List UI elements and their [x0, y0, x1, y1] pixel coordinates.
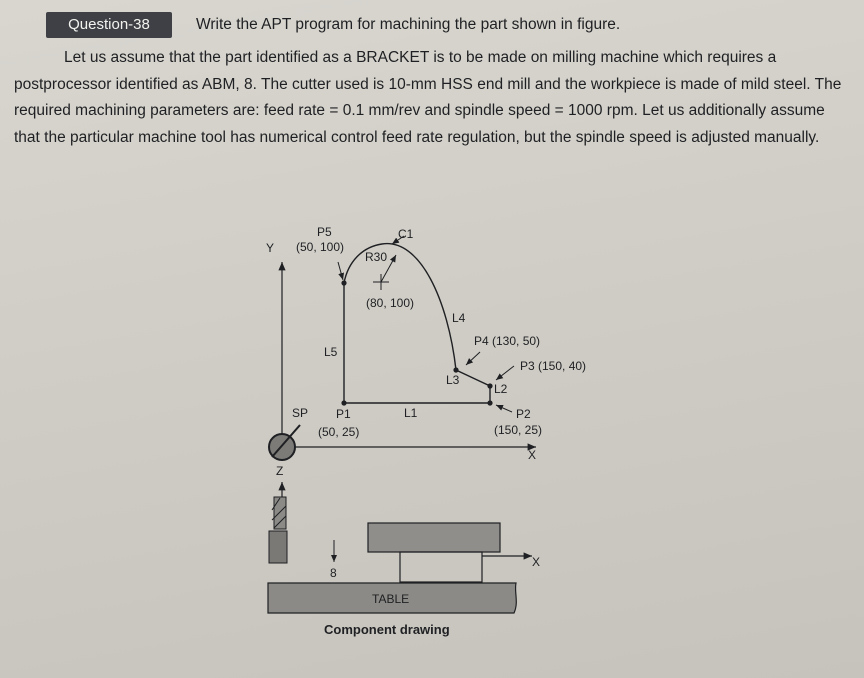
l1-label: L1: [404, 406, 418, 420]
x-axis-side-label: X: [532, 555, 541, 569]
c1-coord: (80, 100): [366, 296, 415, 310]
table-label: TABLE: [372, 592, 410, 606]
x-axis-label: X: [528, 448, 537, 462]
part-profile: [344, 244, 490, 403]
p2-leader: [496, 405, 512, 412]
paragraph-text: Let us assume that the part identified as a BRACKET is to be made on milling machine which requires a postprocessor identified as ABM, 8. The cutter used is 10-mm HSS end mill and the workpiece is made of mild steel. The required machining parameters are: feed rate = 0.1 mm/rev and spindle speed = 1000 rpm. Let us additionally assume that the particular machine tool has numerical control feed rate regulation, but the spindle speed is adjusted manually.: [14, 49, 842, 146]
question-number-tag: Question-38: [46, 12, 172, 38]
fixture: [400, 552, 482, 582]
p5-coord: (50, 100): [296, 240, 345, 254]
point-p1-dot: [341, 400, 346, 405]
z-axis-label: Z: [276, 464, 284, 478]
p4-label: P4 (130, 50): [474, 334, 541, 348]
point-p5-dot: [341, 280, 346, 285]
p2-name: P2: [516, 407, 531, 421]
workpiece-block: [368, 523, 500, 552]
p1-coord: (50, 25): [318, 425, 360, 439]
end-mill-tool-icon: [269, 497, 287, 563]
figure-caption: Component drawing: [324, 622, 450, 637]
point-p3-dot: [487, 383, 492, 388]
dim-label: 8: [330, 566, 337, 580]
l2-label: L2: [494, 382, 508, 396]
y-axis-label: Y: [266, 241, 275, 255]
p5-leader: [338, 262, 343, 280]
point-p2-dot: [487, 400, 492, 405]
p5-name: P5: [317, 225, 332, 239]
p3-leader: [496, 366, 514, 380]
c1-name: C1: [398, 227, 414, 241]
p4-leader: [466, 352, 480, 365]
p3-label: P3 (150, 40): [520, 359, 587, 373]
l3-label: L3: [446, 373, 460, 387]
point-p4-dot: [453, 367, 458, 372]
radius-label: R30: [365, 250, 388, 264]
sp-label: SP: [292, 406, 309, 420]
l5-label: L5: [324, 345, 338, 359]
spindle-icon: [269, 425, 300, 460]
p2-coord: (150, 25): [494, 423, 543, 437]
p1-name: P1: [336, 407, 351, 421]
l4-label: L4: [452, 311, 466, 325]
question-title: Write the APT program for machining the part shown in figure.: [196, 16, 621, 33]
